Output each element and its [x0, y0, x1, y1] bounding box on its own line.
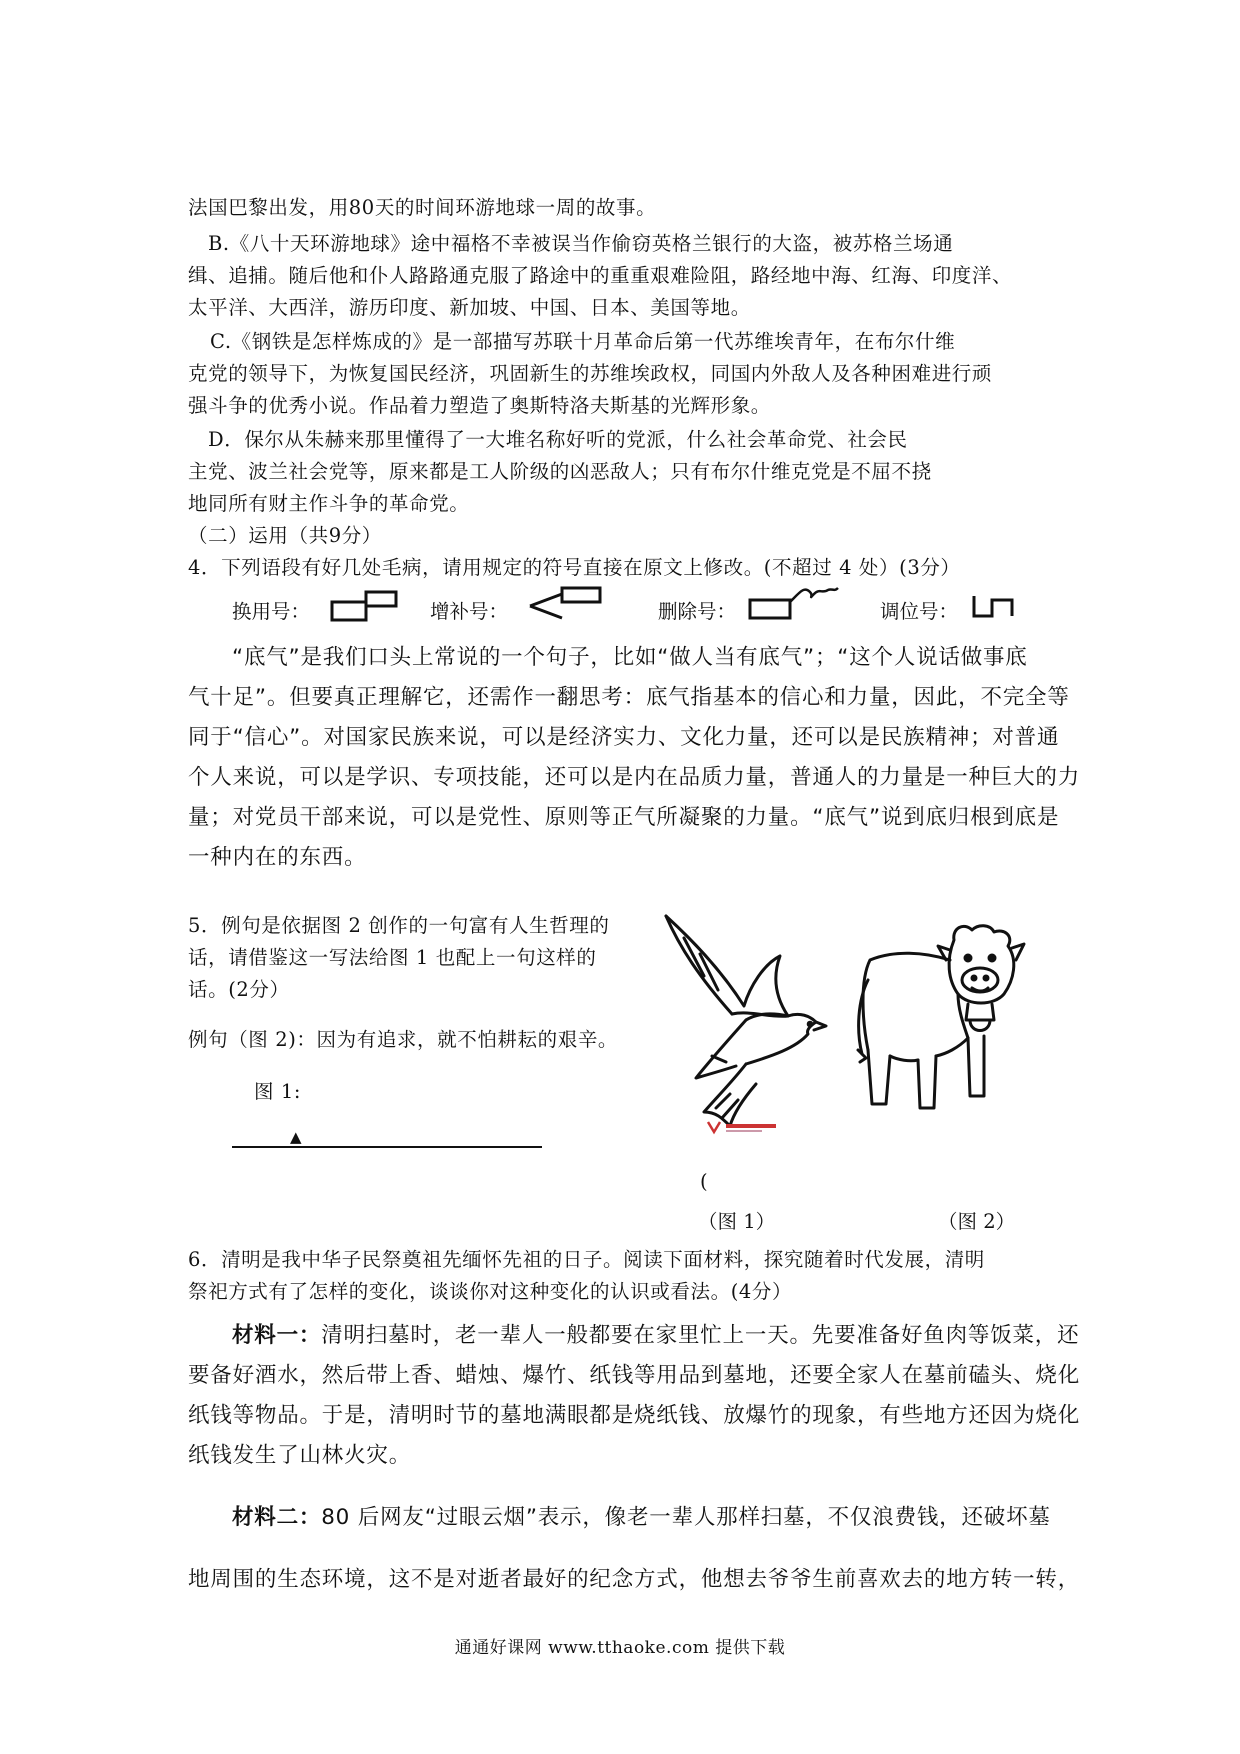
- material-2-line-2: 地周围的生态环境，这不是对逝者最好的纪念方式，他想去爷爷生前喜欢去的地方转一转，: [188, 1567, 1081, 1592]
- delete-mark-icon: [748, 582, 840, 622]
- q4-passage-line-6: 一种内在的东西。: [188, 845, 367, 870]
- option-b-line-2: 缉、追捕。随后他和仆人路路通克服了路途中的重重艰难险阻，路经地中海、红海、印度洋、: [188, 264, 1013, 287]
- section-heading: （二）运用（共9分）: [188, 524, 382, 547]
- option-b-line-1: B.《八十天环游地球》途中福格不幸被误当作偷窃英格兰银行的大盗，被苏格兰场通: [208, 232, 954, 255]
- answer-marker: ▲: [290, 1128, 302, 1146]
- material-2-line-1: [232, 1500, 1051, 1531]
- delete-symbol-label: 删除号：: [658, 600, 737, 623]
- q4-passage-line-2: 气十足”。但要真正理解它，还需作一翻思考：底气指基本的信心和力量，因此，不完全等: [188, 685, 1070, 710]
- material-1-line-4: 纸钱发生了山林火灾。: [188, 1443, 412, 1468]
- q4-stem: 4．下列语段有好几处毛病，请用规定的符号直接在原文上修改。(不超过 4 处）(3分）: [188, 556, 961, 579]
- q5-stem-line-3: 话。(2分）: [188, 978, 290, 1001]
- cow-illustration: [854, 920, 1032, 1128]
- replace-symbol-label: 换用号：: [232, 600, 311, 623]
- material-2-text: 80 后网友“过眼云烟”表示，像老一辈人那样扫墓，不仅浪费钱，还破坏墓: [321, 1505, 1051, 1530]
- swap-mark-icon: [970, 592, 1020, 622]
- option-c-line-2: 克党的领导下，为恢复国民经济，巩固新生的苏维埃政权，同国内外敌人及各种困难进行顽: [188, 362, 993, 385]
- q4-passage-line-1: “底气”是我们口头上常说的一个句子，比如“做人当有底气”；“这个人说话做事底: [232, 645, 1028, 670]
- q5-stem-line-2: 话，请借鉴这一写法给图 1 也配上一句这样的: [188, 946, 597, 969]
- material-1-line-2: 要备好酒水，然后带上香、蜡烛、爆竹、纸钱等用品到墓地，还要全家人在墓前磕头、烧化: [188, 1363, 1081, 1388]
- intro-tail: 法国巴黎出发，用80天的时间环游地球一周的故事。: [188, 196, 657, 219]
- option-d-line-1: D．保尔从朱赫来那里懂得了一大堆名称好听的党派，什么社会革命党、社会民: [208, 428, 908, 451]
- option-b-line-3: 太平洋、大西洋，游历印度、新加坡、中国、日本、美国等地。: [188, 296, 751, 319]
- swap-symbol-label: 调位号：: [880, 600, 959, 623]
- answer-line[interactable]: [232, 1146, 542, 1148]
- insert-mark-icon: [526, 586, 606, 622]
- option-d-line-2: 主党、波兰社会党等，原来都是工人阶级的凶恶敌人；只有布尔什维克党是不屈不挠: [188, 460, 932, 483]
- stray-paren: (: [700, 1170, 708, 1193]
- q4-passage-line-3: 同于“信心”。对国家民族来说，可以是经济实力、文化力量，还可以是民族精神；对普通: [188, 725, 1060, 750]
- material-1-line-1: [232, 1318, 1079, 1349]
- fig1-caption: （图 1）: [698, 1210, 776, 1233]
- replace-mark-icon: [330, 590, 398, 624]
- watermark-logo-icon: [704, 1118, 784, 1136]
- q5-example: 例句（图 2)：因为有追求，就不怕耕耘的艰辛。: [188, 1028, 619, 1051]
- option-c-line-3: 强斗争的优秀小说。作品着力塑造了奥斯特洛夫斯基的光辉形象。: [188, 394, 771, 417]
- material-2-label: 材料二：: [232, 1505, 322, 1530]
- q5-fig1-prompt: 图 1:: [254, 1080, 302, 1103]
- material-1-label: 材料一：: [232, 1323, 322, 1348]
- fig2-caption: （图 2）: [938, 1210, 1016, 1233]
- watermark-logo: [704, 1118, 784, 1140]
- option-c-line-1: C.《钢铁是怎样炼成的》是一部描写苏联十月革命后第一代苏维埃青年，在布尔什维: [210, 330, 956, 353]
- insert-symbol-label: 增补号：: [430, 600, 509, 623]
- q6-stem-line-2: 祭祀方式有了怎样的变化，谈谈你对这种变化的认识或看法。(4分）: [188, 1280, 793, 1303]
- q6-stem-line-1: 6．清明是我中华子民祭奠祖先缅怀先祖的日子。阅读下面材料，探究随着时代发展，清明: [188, 1248, 985, 1271]
- q4-passage-line-5: 量；对党员干部来说，可以是党性、原则等正气所凝聚的力量。“底气”说到底归根到底是: [188, 805, 1060, 830]
- page-footer: 通通好课网 www.tthaoke.com 提供下载: [454, 1638, 786, 1658]
- dove-illustration: [660, 898, 830, 1136]
- q5-stem-line-1: 5．例句是依据图 2 创作的一句富有人生哲理的: [188, 914, 610, 937]
- q4-passage-line-4: 个人来说，可以是学识、专项技能，还可以是内在品质力量，普通人的力量是一种巨大的力: [188, 765, 1081, 790]
- option-d-line-3: 地同所有财主作斗争的革命党。: [188, 492, 470, 515]
- material-1-text: 清明扫墓时，老一辈人一般都要在家里忙上一天。先要准备好鱼肉等饭菜，还: [321, 1323, 1080, 1348]
- material-1-line-3: 纸钱等物品。于是，清明时节的墓地满眼都是烧纸钱、放爆竹的现象，有些地方还因为烧化: [188, 1403, 1081, 1428]
